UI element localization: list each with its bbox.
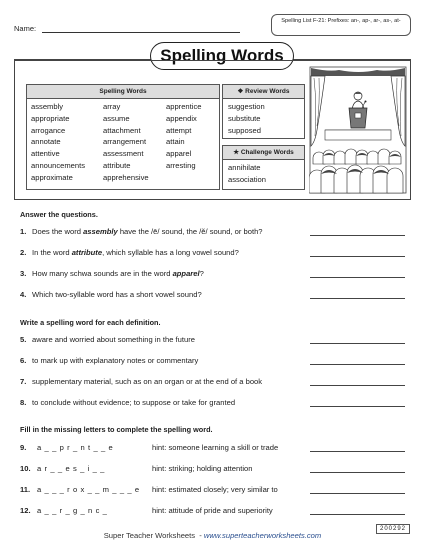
question-number: 3.: [20, 269, 27, 278]
review-words-header: ❖ Review Words: [223, 85, 304, 99]
answer-line-9[interactable]: [310, 451, 405, 452]
stage: [325, 130, 391, 140]
question-number: 11.: [20, 485, 31, 494]
spelling-word: arrangement: [103, 137, 147, 147]
spelling-word: assume: [103, 113, 130, 123]
question-number: 7.: [20, 377, 27, 386]
question-number: 6.: [20, 356, 27, 365]
name-line[interactable]: [42, 25, 240, 33]
question-text: supplementary material, such as on an organ or at the end of a book: [32, 377, 263, 386]
answer-line-1[interactable]: [310, 235, 405, 236]
question-10: [20, 464, 105, 473]
footer-brand: Super Teacher Worksheets -: [103, 531, 204, 540]
spelling-words-header: Spelling Words: [27, 85, 219, 99]
question-text: In the word: [32, 248, 72, 257]
section-heading-definitions: Write a spelling word for each definition.: [20, 318, 161, 327]
question-5: [20, 335, 195, 344]
spelling-word: attachment: [103, 125, 141, 135]
question-number: 9.: [20, 443, 27, 452]
letter-pattern: a _ _ _ r o x _ _ m _ _ _ e: [37, 485, 140, 494]
question-text: Does the word: [32, 227, 84, 236]
answer-line-8[interactable]: [310, 406, 405, 407]
letter-pattern: a r _ _ e s _ i _ _: [37, 464, 105, 473]
spelling-word: apprehensive: [103, 172, 149, 182]
worksheet-code: 200292: [376, 524, 410, 534]
spelling-word: array: [103, 102, 121, 111]
spelling-word: apprentice: [166, 102, 202, 111]
question-number: 8.: [20, 398, 27, 407]
answer-line-5[interactable]: [310, 343, 405, 344]
question-keyword: apparel: [172, 269, 200, 278]
question-text: have the /ē/ sound, the /ĕ/ sound, or both?: [117, 227, 263, 236]
spelling-word: attempt: [166, 125, 192, 135]
question-11: [20, 485, 140, 494]
question-keyword: attribute: [71, 248, 103, 257]
section-heading-fill-in: Fill in the missing letters to complete the spelling word.: [20, 425, 213, 434]
question-text: How many schwa sounds are in the word: [32, 269, 173, 278]
hint-9: hint: someone learning a skill or trade: [152, 443, 279, 452]
spelling-word: appropriate: [31, 113, 70, 123]
question-text: , which syllable has a long vowel sound?: [102, 248, 239, 257]
answer-line-7[interactable]: [310, 385, 405, 386]
name-label: Name:: [14, 24, 37, 33]
question-text: aware and worried about something in the future: [32, 335, 195, 344]
review-word: suggestion: [228, 102, 265, 111]
spelling-words-panel: [26, 84, 220, 190]
answer-line-6[interactable]: [310, 364, 405, 365]
list-title: Spelling List F-21: Prefixes: an-, ap-, ar-, as-, at-: [281, 18, 401, 24]
challenge-word: annihilate: [228, 163, 261, 172]
question-4: [20, 290, 202, 299]
answer-line-11[interactable]: [310, 493, 405, 494]
question-number: 10.: [20, 464, 31, 473]
spelling-word: arrogance: [31, 125, 66, 135]
challenge-words-panel: [222, 145, 305, 190]
question-2: [20, 248, 239, 257]
page-title: Spelling Words: [150, 42, 294, 70]
question-text: to conclude without evidence; to suppose or take for granted: [32, 398, 236, 407]
question-number: 2.: [20, 248, 27, 257]
hint-11: hint: estimated closely; very similar to: [152, 485, 278, 494]
answer-line-3[interactable]: [310, 277, 405, 278]
spelling-word: annotate: [31, 137, 61, 147]
spelling-words-grid: [27, 99, 219, 184]
spelling-word: announcements: [31, 160, 86, 170]
section-heading-questions: Answer the questions.: [20, 210, 98, 219]
question-text: ?: [199, 269, 204, 278]
spelling-word: arresting: [166, 160, 196, 170]
footer-site-link[interactable]: www.superteacherworksheets.com: [203, 531, 322, 540]
spelling-word: assembly: [31, 102, 64, 111]
spelling-word: attain: [166, 137, 185, 147]
question-9: [20, 443, 113, 452]
name-row: [14, 24, 240, 33]
question-6: [20, 356, 198, 365]
title-banner: [14, 42, 411, 65]
letter-pattern: a _ _ r _ g _ n c _: [37, 506, 108, 515]
spelling-word: approximate: [31, 172, 73, 182]
letter-pattern: a _ _ p r _ n t _ _ e: [37, 443, 114, 452]
question-12: [20, 506, 108, 515]
question-7: [20, 377, 262, 386]
answer-line-12[interactable]: [310, 514, 405, 515]
footer: [0, 531, 425, 540]
question-number: 5.: [20, 335, 27, 344]
question-number: 1.: [20, 227, 27, 236]
question-keyword: assembly: [83, 227, 118, 236]
spelling-word: attentive: [31, 149, 60, 159]
review-words-panel: [222, 84, 305, 139]
spelling-word: assessment: [103, 149, 144, 159]
question-number: 12.: [20, 506, 31, 515]
question-1: [20, 227, 263, 236]
challenge-word: association: [228, 174, 266, 184]
answer-line-10[interactable]: [310, 472, 405, 473]
list-title-box: [271, 14, 411, 36]
spelling-word: attribute: [103, 160, 131, 170]
review-word: supposed: [228, 125, 261, 135]
assembly-illustration: [309, 66, 407, 194]
question-3: [20, 269, 204, 278]
question-number: 4.: [20, 290, 27, 299]
spelling-word: [166, 172, 222, 184]
answer-line-4[interactable]: [310, 298, 405, 299]
spelling-word: appendix: [166, 113, 197, 123]
spelling-word: apparel: [166, 149, 192, 159]
question-8: [20, 398, 235, 407]
question-text: to mark up with explanatory notes or commentary: [32, 356, 199, 365]
review-word: substitute: [228, 113, 261, 123]
question-text: Which two-syllable word has a short vowel sound?: [32, 290, 202, 299]
challenge-words-header: ★ Challenge Words: [223, 146, 304, 160]
answer-line-2[interactable]: [310, 256, 405, 257]
hint-10: hint: striking; holding attention: [152, 464, 253, 473]
hint-12: hint: attitude of pride and superiority: [152, 506, 273, 515]
